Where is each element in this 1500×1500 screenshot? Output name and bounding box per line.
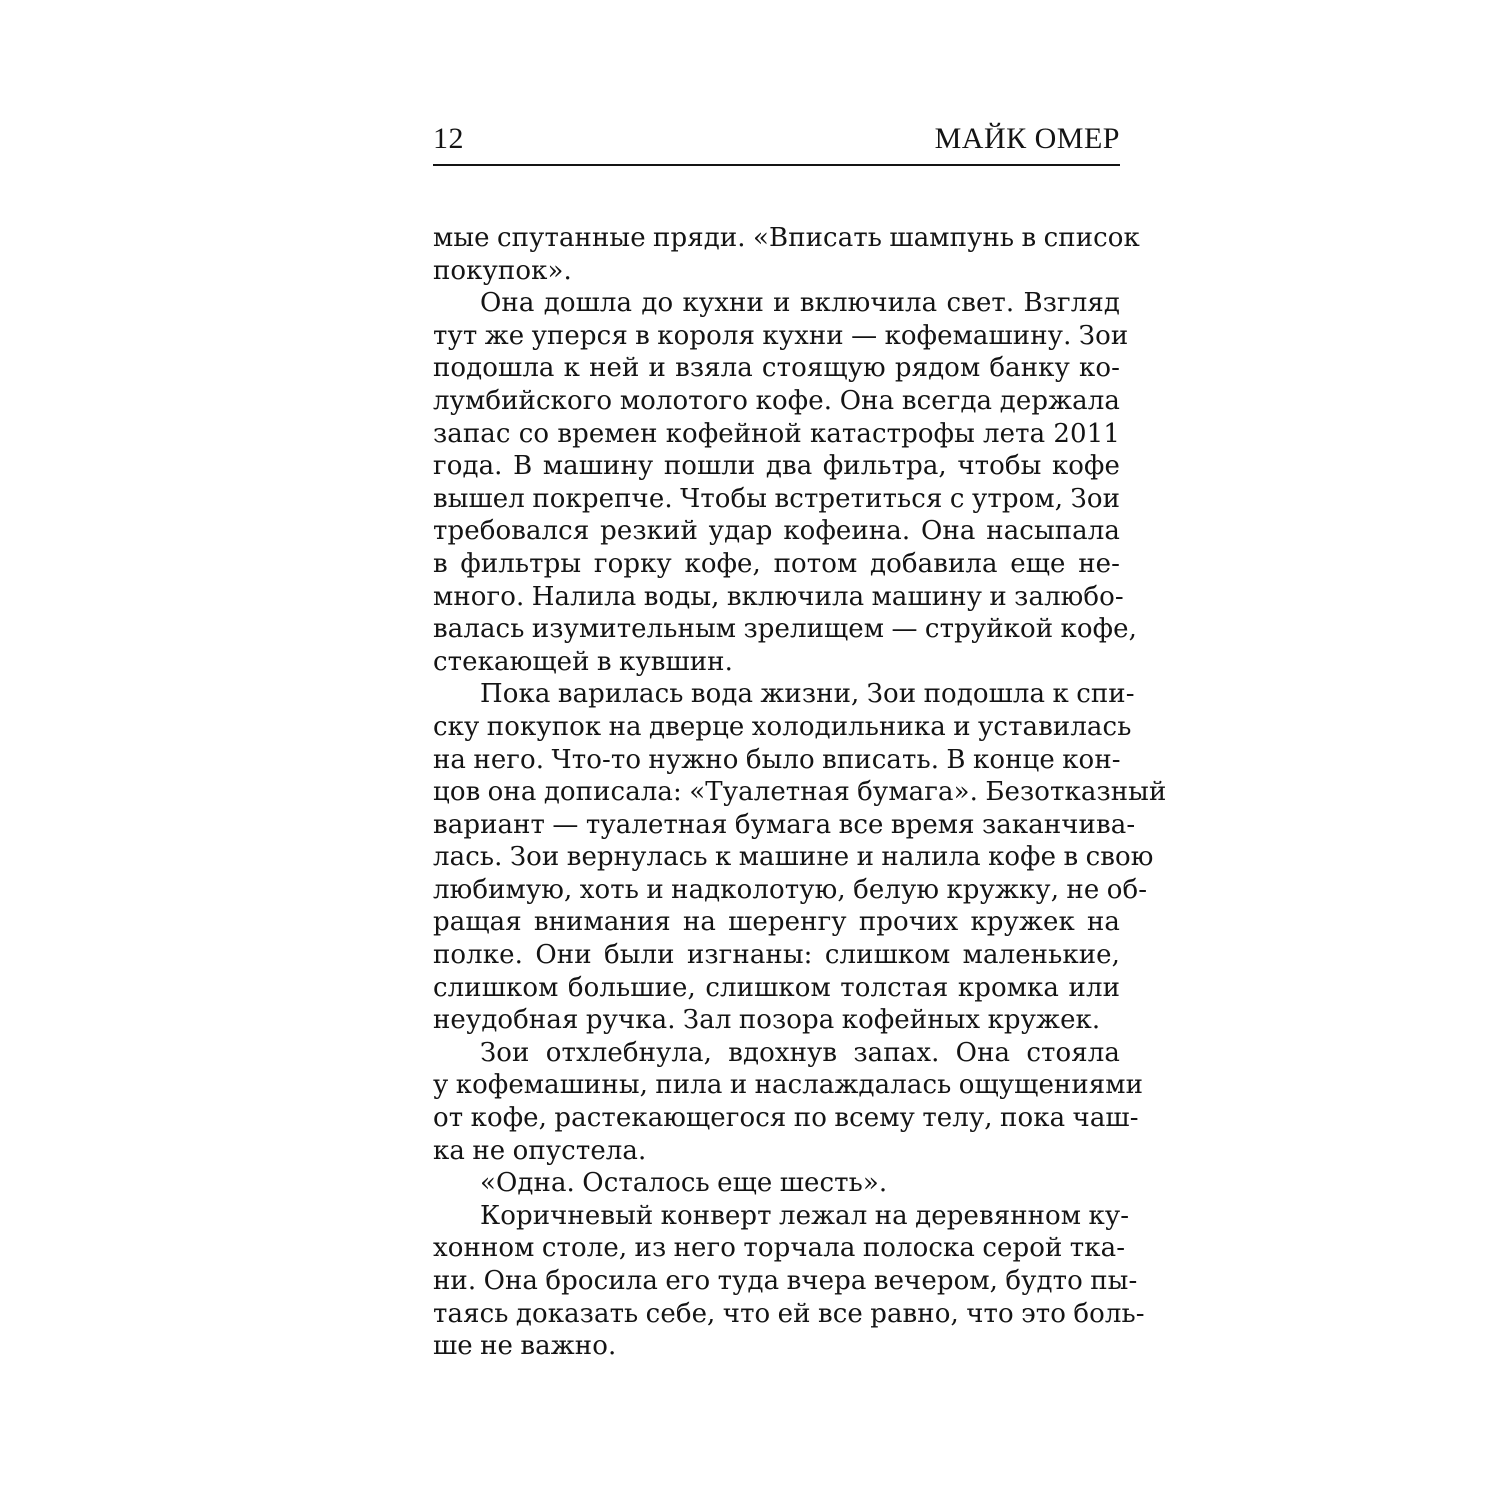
text-line: валась изумительным зрелищем — струйкой кофе, [433,614,1137,645]
text-line: неудобная ручка. Зал позора кофейных кружек. [433,1005,1101,1036]
text-line: таясь доказать себе, что ей все равно, что это боль- [433,1298,1145,1329]
header-rule [433,164,1120,166]
text-line: запас со времен кофейной катастрофы лета 2011 [433,418,1120,449]
text-line: Она дошла до кухни и включила свет. Взгляд [480,288,1120,319]
text-line: года. В машину пошли два фильтра, чтобы кофе [433,451,1120,482]
text-line: ску покупок на дверце холодильника и уставилась [433,711,1132,742]
text-line: лась. Зои вернулась к машине и налила кофе в свою [433,842,1154,873]
text-line: у кофемашины, пила и наслаждалась ощущениями [433,1070,1144,1101]
text-line: Пока варилась вода жизни, Зои подошла к спи- [480,679,1135,710]
text-line: от кофе, растекающегося по всему телу, пока чаш- [433,1103,1139,1134]
text-line: вышел покрепче. Чтобы встретиться с утром, Зои [433,483,1120,514]
running-title: МАЙК ОМЕР [934,122,1120,155]
text-line: покупок». [433,255,572,286]
text-line: слишком большие, слишком толстая кромка или [433,972,1120,1003]
text-line: любимую, хоть и надколотую, белую кружку, не об- [433,874,1148,905]
text-line: в фильтры горку кофе, потом добавила еще не- [433,548,1120,579]
text-line: лумбийского молотого кофе. Она всегда держала [433,385,1120,416]
text-line: «Одна. Осталось еще шесть». [480,1168,888,1199]
text-line: тут же уперся в короля кухни — кофемашину. Зои [433,320,1129,351]
body-text [433,222,1167,1363]
text-line: полке. Они были изгнаны: слишком маленькие, [433,940,1120,971]
text-line: мые спутанные пряди. «Вписать шампунь в список [433,223,1140,253]
text-line: вариант — туалетная бумага все время заканчива- [433,809,1136,840]
book-page [433,122,1167,1363]
text-line: ращая внимания на шеренгу прочих кружек на [433,907,1120,938]
text-line: Коричневый конверт лежал на деревянном ку- [480,1200,1130,1231]
text-line: ше не важно. [433,1331,617,1362]
running-header [433,122,1120,164]
text-line: ни. Она бросила его туда вчера вечером, будто пы- [433,1266,1138,1296]
text-line: требовался резкий удар кофеина. Она насыпала [433,516,1120,547]
text-line: хонном столе, из него торчала полоска серой тка- [433,1233,1126,1264]
text-line: на него. Что-то нужно было вписать. В конце кон- [433,744,1121,775]
text-line: подошла к ней и взяла стоящую рядом банку ко- [433,353,1120,384]
page-number: 12 [433,122,464,155]
text-line: стекающей в кувшин. [433,646,733,677]
text-line: ка не опустела. [433,1135,647,1166]
text-line: много. Налила воды, включила машину и залюбо- [433,581,1124,612]
text-line: Зои отхлебнула, вдохнув запах. Она стояла [480,1037,1120,1068]
text-line: цов она дописала: «Туалетная бумага». Безотказный [433,777,1167,808]
